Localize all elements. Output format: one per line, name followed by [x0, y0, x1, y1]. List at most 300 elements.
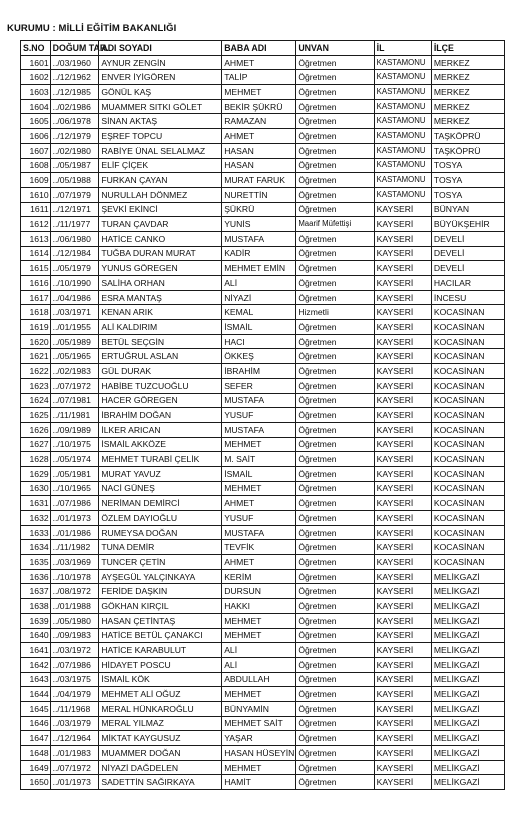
cell-father: İSMAİL: [222, 320, 296, 335]
cell-district: DEVELİ: [431, 246, 504, 261]
cell-sno: 1606: [21, 129, 51, 144]
cell-dob: ../07/1986: [50, 496, 99, 511]
cell-dob: ../10/1965: [50, 481, 99, 496]
cell-title: Öğretmen: [296, 716, 374, 731]
cell-title: Öğretmen: [296, 731, 374, 746]
cell-sno: 1623: [21, 378, 51, 393]
cell-district: TOSYA: [431, 173, 504, 188]
table-row: [21, 393, 505, 408]
cell-dob: ../09/1983: [50, 628, 99, 643]
cell-father: MURAT FARUK: [222, 173, 296, 188]
cell-sno: 1617: [21, 290, 51, 305]
cell-district: TOSYA: [431, 158, 504, 173]
cell-name: MİKTAT KAYGUSUZ: [99, 731, 222, 746]
cell-district: MELİKGAZİ: [431, 584, 504, 599]
cell-province: KAYSERİ: [374, 393, 431, 408]
table-row: [21, 334, 505, 349]
table-row: [21, 525, 505, 540]
cell-province: KAYSERİ: [374, 511, 431, 526]
cell-province: KAYSERİ: [374, 481, 431, 496]
cell-dob: ../11/1968: [50, 701, 99, 716]
cell-province: KAYSERİ: [374, 701, 431, 716]
cell-dob: ../11/1981: [50, 408, 99, 423]
cell-dob: ../07/1986: [50, 657, 99, 672]
cell-dob: ../12/1962: [50, 70, 99, 85]
cell-sno: 1635: [21, 555, 51, 570]
cell-sno: 1640: [21, 628, 51, 643]
cell-name: TURAN ÇAVDAR: [99, 217, 222, 232]
cell-dob: ../03/1971: [50, 305, 99, 320]
table-row: [21, 540, 505, 555]
cell-district: KOCASİNAN: [431, 525, 504, 540]
cell-name: MEHMET ALİ OĞUZ: [99, 687, 222, 702]
cell-name: HATİCE BETÜL ÇANAKCI: [99, 628, 222, 643]
table-row: [21, 305, 505, 320]
cell-father: MEHMET: [222, 613, 296, 628]
cell-dob: ../12/1964: [50, 731, 99, 746]
table-row: [21, 760, 505, 775]
cell-sno: 1628: [21, 452, 51, 467]
cell-title: Öğretmen: [296, 584, 374, 599]
cell-province: KAYSERİ: [374, 657, 431, 672]
cell-dob: ../02/1983: [50, 364, 99, 379]
cell-sno: 1608: [21, 158, 51, 173]
cell-father: TEVFİK: [222, 540, 296, 555]
cell-father: KEMAL: [222, 305, 296, 320]
cell-title: Öğretmen: [296, 349, 374, 364]
cell-sno: 1613: [21, 231, 51, 246]
cell-name: MERAL HÜNKAROĞLU: [99, 701, 222, 716]
cell-name: ESRA MANTAŞ: [99, 290, 222, 305]
cell-name: ERTUĞRUL ASLAN: [99, 349, 222, 364]
cell-province: KAYSERİ: [374, 261, 431, 276]
cell-title: Öğretmen: [296, 555, 374, 570]
cell-district: KOCASİNAN: [431, 511, 504, 526]
cell-province: KAYSERİ: [374, 540, 431, 555]
column-header-name: ADI SOYADI: [99, 41, 222, 56]
cell-title: Öğretmen: [296, 231, 374, 246]
table-row: [21, 584, 505, 599]
cell-province: KAYSERİ: [374, 305, 431, 320]
cell-title: Öğretmen: [296, 746, 374, 761]
cell-father: HACI: [222, 334, 296, 349]
table-row: [21, 481, 505, 496]
cell-province: KAYSERİ: [374, 202, 431, 217]
cell-father: YUNİS: [222, 217, 296, 232]
cell-father: MUSTAFA: [222, 231, 296, 246]
table-row: [21, 217, 505, 232]
cell-name: ELİF ÇİÇEK: [99, 158, 222, 173]
column-header-district: İLÇE: [431, 41, 504, 56]
cell-dob: ../10/1975: [50, 437, 99, 452]
table-row: [21, 701, 505, 716]
table-row: [21, 613, 505, 628]
cell-father: MEHMET: [222, 687, 296, 702]
cell-sno: 1622: [21, 364, 51, 379]
cell-dob: ../10/1978: [50, 569, 99, 584]
table-row: [21, 466, 505, 481]
cell-father: MUSTAFA: [222, 525, 296, 540]
cell-dob: ../12/1984: [50, 246, 99, 261]
cell-sno: 1638: [21, 599, 51, 614]
cell-sno: 1605: [21, 114, 51, 129]
cell-dob: ../12/1971: [50, 202, 99, 217]
cell-dob: ../04/1986: [50, 290, 99, 305]
cell-sno: 1615: [21, 261, 51, 276]
cell-father: ALİ: [222, 643, 296, 658]
cell-father: İBRAHİM: [222, 364, 296, 379]
table-row: [21, 114, 505, 129]
cell-father: AHMET: [222, 555, 296, 570]
cell-dob: ../05/1987: [50, 158, 99, 173]
cell-district: MELİKGAZİ: [431, 760, 504, 775]
cell-dob: ../01/1973: [50, 775, 99, 790]
cell-province: KAYSERİ: [374, 555, 431, 570]
table-row: [21, 276, 505, 291]
cell-dob: ../05/1988: [50, 173, 99, 188]
cell-sno: 1627: [21, 437, 51, 452]
cell-district: MELİKGAZİ: [431, 657, 504, 672]
cell-district: MERKEZ: [431, 114, 504, 129]
cell-dob: ../01/1988: [50, 599, 99, 614]
cell-dob: ../07/1979: [50, 187, 99, 202]
cell-dob: ../10/1990: [50, 276, 99, 291]
cell-father: İSMAİL: [222, 466, 296, 481]
cell-dob: ../05/1989: [50, 334, 99, 349]
cell-dob: ../07/1981: [50, 393, 99, 408]
cell-father: MEHMET: [222, 760, 296, 775]
cell-title: Öğretmen: [296, 525, 374, 540]
cell-district: MELİKGAZİ: [431, 687, 504, 702]
cell-dob: ../04/1979: [50, 687, 99, 702]
cell-title: Öğretmen: [296, 569, 374, 584]
cell-name: GÖKHAN KIRÇIL: [99, 599, 222, 614]
cell-province: KAYSERİ: [374, 364, 431, 379]
cell-district: TOSYA: [431, 187, 504, 202]
cell-district: TAŞKÖPRÜ: [431, 143, 504, 158]
cell-district: MERKEZ: [431, 70, 504, 85]
cell-sno: 1612: [21, 217, 51, 232]
cell-province: KAYSERİ: [374, 378, 431, 393]
cell-province: KAYSERİ: [374, 290, 431, 305]
cell-title: Maarif Müfettişi: [296, 217, 374, 232]
cell-father: HAMİT: [222, 775, 296, 790]
cell-sno: 1607: [21, 143, 51, 158]
table-row: [21, 599, 505, 614]
cell-district: MELİKGAZİ: [431, 672, 504, 687]
cell-name: MEHMET TURABİ ÇELİK: [99, 452, 222, 467]
cell-father: HAKKI: [222, 599, 296, 614]
cell-province: KAYSERİ: [374, 628, 431, 643]
cell-district: MELİKGAZİ: [431, 599, 504, 614]
cell-sno: 1618: [21, 305, 51, 320]
cell-sno: 1632: [21, 511, 51, 526]
cell-district: MELİKGAZİ: [431, 613, 504, 628]
cell-province: KASTAMONU: [374, 55, 431, 70]
cell-title: Öğretmen: [296, 99, 374, 114]
cell-title: Öğretmen: [296, 701, 374, 716]
cell-father: KERİM: [222, 569, 296, 584]
cell-sno: 1637: [21, 584, 51, 599]
cell-title: Öğretmen: [296, 687, 374, 702]
cell-dob: ../12/1979: [50, 129, 99, 144]
cell-name: İSMAİL AKKÖZE: [99, 437, 222, 452]
cell-name: GÜL DURAK: [99, 364, 222, 379]
cell-father: BEKİR ŞÜKRÜ: [222, 99, 296, 114]
cell-title: Öğretmen: [296, 613, 374, 628]
cell-sno: 1604: [21, 99, 51, 114]
cell-sno: 1641: [21, 643, 51, 658]
cell-district: MERKEZ: [431, 99, 504, 114]
table-row: [21, 261, 505, 276]
cell-district: MERKEZ: [431, 85, 504, 100]
cell-district: KOCASİNAN: [431, 349, 504, 364]
cell-province: KAYSERİ: [374, 217, 431, 232]
cell-name: MURAT YAVUZ: [99, 466, 222, 481]
cell-name: ÖZLEM DAYIOĞLU: [99, 511, 222, 526]
cell-title: Öğretmen: [296, 246, 374, 261]
cell-sno: 1616: [21, 276, 51, 291]
cell-title: Öğretmen: [296, 364, 374, 379]
cell-province: KAYSERİ: [374, 775, 431, 790]
cell-district: MERKEZ: [431, 55, 504, 70]
cell-district: MELİKGAZİ: [431, 716, 504, 731]
column-header-title: UNVAN: [296, 41, 374, 56]
cell-province: KAYSERİ: [374, 246, 431, 261]
cell-district: MELİKGAZİ: [431, 746, 504, 761]
table-row: [21, 364, 505, 379]
cell-sno: 1619: [21, 320, 51, 335]
cell-province: KAYSERİ: [374, 672, 431, 687]
cell-title: Öğretmen: [296, 320, 374, 335]
cell-name: ENVER İYİGÖREN: [99, 70, 222, 85]
cell-province: KAYSERİ: [374, 452, 431, 467]
cell-sno: 1601: [21, 55, 51, 70]
cell-district: MELİKGAZİ: [431, 701, 504, 716]
cell-district: KOCASİNAN: [431, 466, 504, 481]
cell-sno: 1630: [21, 481, 51, 496]
cell-province: KAYSERİ: [374, 466, 431, 481]
table-row: [21, 85, 505, 100]
table-row: [21, 746, 505, 761]
cell-dob: ../01/1973: [50, 511, 99, 526]
cell-sno: 1649: [21, 760, 51, 775]
cell-district: İNCESU: [431, 290, 504, 305]
cell-province: KAYSERİ: [374, 687, 431, 702]
cell-province: KAYSERİ: [374, 746, 431, 761]
cell-father: NİYAZİ: [222, 290, 296, 305]
cell-district: KOCASİNAN: [431, 334, 504, 349]
cell-district: MELİKGAZİ: [431, 643, 504, 658]
cell-dob: ../03/1975: [50, 672, 99, 687]
cell-name: EŞREF TOPCU: [99, 129, 222, 144]
table-row: [21, 129, 505, 144]
cell-father: AHMET: [222, 496, 296, 511]
table-row: [21, 496, 505, 511]
cell-province: KASTAMONU: [374, 114, 431, 129]
cell-province: KAYSERİ: [374, 599, 431, 614]
cell-dob: ../06/1978: [50, 114, 99, 129]
cell-district: MELİKGAZİ: [431, 731, 504, 746]
cell-dob: ../01/1955: [50, 320, 99, 335]
cell-province: KASTAMONU: [374, 70, 431, 85]
cell-title: Öğretmen: [296, 378, 374, 393]
table-row: [21, 672, 505, 687]
cell-title: Öğretmen: [296, 276, 374, 291]
cell-father: MEHMET EMİN: [222, 261, 296, 276]
cell-province: KAYSERİ: [374, 276, 431, 291]
cell-title: Öğretmen: [296, 173, 374, 188]
table-row: [21, 555, 505, 570]
cell-name: GÖNÜL KAŞ: [99, 85, 222, 100]
cell-district: TAŞKÖPRÜ: [431, 129, 504, 144]
cell-district: KOCASİNAN: [431, 393, 504, 408]
cell-province: KAYSERİ: [374, 643, 431, 658]
cell-name: SİNAN AKTAŞ: [99, 114, 222, 129]
cell-sno: 1631: [21, 496, 51, 511]
cell-sno: 1626: [21, 422, 51, 437]
cell-sno: 1650: [21, 775, 51, 790]
table-row: [21, 320, 505, 335]
cell-dob: ../05/1981: [50, 466, 99, 481]
cell-name: AYŞEGÜL YALÇINKAYA: [99, 569, 222, 584]
cell-sno: 1645: [21, 701, 51, 716]
cell-father: YUSUF: [222, 408, 296, 423]
cell-province: KASTAMONU: [374, 85, 431, 100]
table-row: [21, 173, 505, 188]
cell-sno: 1646: [21, 716, 51, 731]
cell-title: Öğretmen: [296, 202, 374, 217]
cell-name: KENAN ARIK: [99, 305, 222, 320]
cell-name: BETÜL SEÇGİN: [99, 334, 222, 349]
cell-dob: ../02/1986: [50, 99, 99, 114]
cell-dob: ../07/1972: [50, 760, 99, 775]
cell-father: HASAN HÜSEYİN: [222, 746, 296, 761]
cell-district: KOCASİNAN: [431, 452, 504, 467]
cell-province: KAYSERİ: [374, 716, 431, 731]
table-row: [21, 422, 505, 437]
cell-province: KAYSERİ: [374, 525, 431, 540]
cell-district: KOCASİNAN: [431, 540, 504, 555]
cell-sno: 1647: [21, 731, 51, 746]
column-header-province: İL: [374, 41, 431, 56]
table-row: [21, 775, 505, 790]
cell-name: HATİCE KARABULUT: [99, 643, 222, 658]
cell-district: MELİKGAZİ: [431, 569, 504, 584]
cell-name: İBRAHİM DOĞAN: [99, 408, 222, 423]
cell-sno: 1634: [21, 540, 51, 555]
cell-name: HACER GÖREGEN: [99, 393, 222, 408]
cell-sno: 1611: [21, 202, 51, 217]
table-row: [21, 452, 505, 467]
cell-province: KAYSERİ: [374, 231, 431, 246]
cell-name: FERİDE DAŞKIN: [99, 584, 222, 599]
column-header-sno: S.NO: [21, 41, 51, 56]
cell-province: KAYSERİ: [374, 613, 431, 628]
cell-father: NURETTİN: [222, 187, 296, 202]
cell-dob: ../03/1969: [50, 555, 99, 570]
cell-title: Öğretmen: [296, 393, 374, 408]
cell-title: Hizmetli: [296, 305, 374, 320]
cell-father: BÜNYAMİN: [222, 701, 296, 716]
cell-dob: ../06/1980: [50, 231, 99, 246]
cell-title: Öğretmen: [296, 408, 374, 423]
cell-name: NERİMAN DEMİRCİ: [99, 496, 222, 511]
cell-dob: ../05/1965: [50, 349, 99, 364]
table-row: [21, 437, 505, 452]
cell-father: HASAN: [222, 143, 296, 158]
cell-sno: 1620: [21, 334, 51, 349]
column-header-dob: DOĞUM TAR.: [50, 41, 99, 56]
cell-father: MUSTAFA: [222, 393, 296, 408]
cell-dob: ../05/1979: [50, 261, 99, 276]
table-row: [21, 716, 505, 731]
cell-title: Öğretmen: [296, 643, 374, 658]
cell-title: Öğretmen: [296, 143, 374, 158]
cell-title: Öğretmen: [296, 437, 374, 452]
cell-dob: ../11/1982: [50, 540, 99, 555]
cell-province: KAYSERİ: [374, 349, 431, 364]
cell-title: Öğretmen: [296, 466, 374, 481]
table-row: [21, 158, 505, 173]
cell-province: KASTAMONU: [374, 187, 431, 202]
cell-sno: 1603: [21, 85, 51, 100]
cell-father: ALİ: [222, 657, 296, 672]
cell-province: KAYSERİ: [374, 408, 431, 423]
cell-province: KAYSERİ: [374, 760, 431, 775]
cell-district: KOCASİNAN: [431, 408, 504, 423]
cell-father: AHMET: [222, 55, 296, 70]
cell-title: Öğretmen: [296, 290, 374, 305]
cell-title: Öğretmen: [296, 481, 374, 496]
cell-district: KOCASİNAN: [431, 364, 504, 379]
cell-district: DEVELİ: [431, 231, 504, 246]
cell-district: KOCASİNAN: [431, 496, 504, 511]
cell-province: KAYSERİ: [374, 569, 431, 584]
cell-title: Öğretmen: [296, 775, 374, 790]
cell-father: RAMAZAN: [222, 114, 296, 129]
table-body: [21, 55, 505, 789]
cell-father: ÖKKEŞ: [222, 349, 296, 364]
cell-name: MUAMMER SITKI GÖLET: [99, 99, 222, 114]
page-heading: KURUMU : MİLLİ EĞİTİM BAKANLIĞI: [7, 23, 177, 34]
table-row: [21, 687, 505, 702]
cell-dob: ../01/1983: [50, 746, 99, 761]
cell-sno: 1639: [21, 613, 51, 628]
cell-name: NACİ GÜNEŞ: [99, 481, 222, 496]
table-row: [21, 731, 505, 746]
cell-title: Öğretmen: [296, 760, 374, 775]
cell-name: HİDAYET POSCU: [99, 657, 222, 672]
cell-father: DURSUN: [222, 584, 296, 599]
table-row: [21, 99, 505, 114]
cell-title: Öğretmen: [296, 70, 374, 85]
table-row: [21, 187, 505, 202]
cell-sno: 1625: [21, 408, 51, 423]
cell-name: NURULLAH DÖNMEZ: [99, 187, 222, 202]
cell-name: NİYAZİ DAĞDELEN: [99, 760, 222, 775]
table-row: [21, 70, 505, 85]
cell-district: DEVELİ: [431, 261, 504, 276]
cell-name: TUĞBA DURAN MURAT: [99, 246, 222, 261]
cell-father: MEHMET SAİT: [222, 716, 296, 731]
cell-province: KAYSERİ: [374, 422, 431, 437]
cell-name: ALİ KALDIRIM: [99, 320, 222, 335]
cell-father: ABDULLAH: [222, 672, 296, 687]
cell-dob: ../02/1980: [50, 143, 99, 158]
cell-sno: 1609: [21, 173, 51, 188]
cell-district: KOCASİNAN: [431, 422, 504, 437]
